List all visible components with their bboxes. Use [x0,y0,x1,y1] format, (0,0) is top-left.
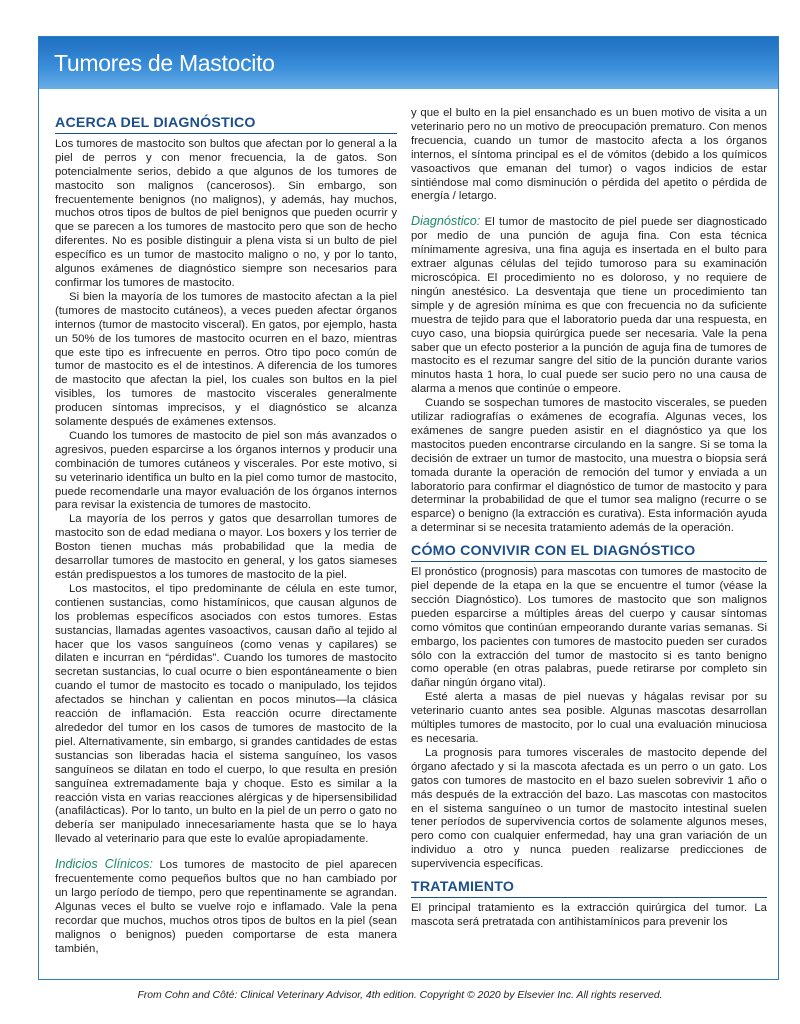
section-heading-acerca: ACERCA DEL DIAGNÓSTICO [55,117,397,134]
paragraph: Los tumores de mastocito son bultos que afectan por lo general a la piel de perros y con menor frecuencia, la de gatos. Son potencialmente serios, debido a que algunos de los tumores de mastocito son malignos (cancerosos). Sin embargo, son frecuentemente benignos (no malignos), y además, hay muchos, muchos otros tipos de bultos de piel benignos que pueden ocurrir y que se parecen a los tumores de mastocito pero que son de hecho diferentes. No es posible distinguir a plena vista si un bulto de piel específico es un tumor de mastocito maligno o no, y por lo tanto, algunos exámenes de diagnóstico siempre son necesarios para confirmar los tumores de mastocito. [55,137,397,289]
paragraph-indicios [55,858,397,956]
section-heading-convivir: CÓMO CONVIVIR CON EL DIAGNÓSTICO [411,545,767,562]
subheading-indicios: Indicios Clínicos: [55,857,153,872]
footer-copyright: From Cohn and Côté: Clinical Veterinary Advisor, 4th edition. Copyright © 2020 by Elsevier Inc. All rights reserved. [137,990,663,1001]
paragraph: Cuando los tumores de mastocito de piel son más avanzados o agresivos, pueden esparcirse a los órganos internos y producir una combinación de tumores cutáneos y viscerales. Por este motivo, si su veterinario identifica un bulto en la piel como tumor de mastocito, puede recomendarle una mayor evaluación de los órganos internos para revisar la existencia de tumores de mastocito. [55,429,397,512]
paragraph: La mayoría de los perros y gatos que desarrollan tumores de mastocito son de edad mediana o mayor. Los boxers y los terrier de Boston tienen muchas más probabilidad que la media de desarrollar tumores de mastocito en general, y los gatos siameses están predispuestos a los tumores de mastocito de la piel. [55,513,397,581]
page-frame [38,36,779,980]
paragraph-diagnostico [411,215,767,397]
paragraph: Esté alerta a masas de piel nuevas y hágalas revisar por su veterinario cuanto antes sea posible. Algunas mascotas desarrollan múltiples tumores de mastocito, por lo cual una evaluación minuciosa es necesaria. [411,691,767,745]
paragraph: El principal tratamiento es la extracción quirúrgica del tumor. La mascota será pretratada con antihistamínicos para prevenir los [411,901,767,928]
left-column [55,117,397,956]
paragraph: Cuando se sospechan tumores de mastocito viscerales, se pueden utilizar radiografías o exámenes de ecografía. Algunas veces, los exámenes de sangre pueden asistir en el diagnóstico ya que los mastocitos pueden encontrarse circulando en la sangre. Si se toma la decisión de extraer un tumor de mastocito, una muestra o biopsia será tomada durante la operación de remoción del tumor y enviada a un laboratorio para confirmar el diagnóstico de tumor de mastocito y para determinar la probabilidad de que el tumor sea maligno (recurre o se esparce) o benigno (la extracción es curativa). Esta información ayuda a determinar si se necesita tratamiento además de la operación. [411,397,767,535]
paragraph-text: El tumor de mastocito de piel puede ser diagnosticado por medio de una punción de aguja fina. Con esta técnica mínimamente agresiva, una fina aguja es insertada en el bulto para extraer algunas células del tejido tumoroso para su examinación microscópica. El procedimiento no es doloroso, y no requiere de ningún anestésico. La desventaja que tiene un procedimiento tan simple y de agresión mínima es que con frecuencia no da suficiente muestra de tejido para que el laboratorio pueda dar una respuesta, en cuyo caso, una biopsia quirúrgica puede ser necesaria. Vale la pena saber que un efecto posterior a la punción de aguja fina de tumores de mastocito es el rezumar sangre del sitio de la punción durante varios minutos hasta 1 hora, lo cual puede ser sucio pero no una causa de alarma a menos que continúe o empeore. [411,216,767,396]
subheading-diagnostico: Diagnóstico: [411,214,481,229]
paragraph: Los mastocitos, el tipo predominante de célula en este tumor, contienen sustancias, como histamínicos, que causan algunos de los problemas específicos asociados con estos tumores. Estas sustancias, llamadas agentes vasoactivos, causan daño al tejido al hacer que los vasos sanguíneos (como venas y capilares) se dilaten e incurran en “pérdidas”. Cuando los tumores de mastocito secretan sustancias, lo cual ocurre o bien espontáneamente o bien cuando el tumor de mastocito es tocado o manipulado, los tejidos afectados se hinchan y calientan en pocos minutos—la clásica reacción de inflamación. Esta reacción ocurre directamente alrededor del tumor en los casos de tumores de mastocito de la piel. Alternativamente, sin embargo, si grandes cantidades de estas sustancias son liberadas hacia el sistema sanguíneo, los vasos sanguíneos se dilatan en todo el cuerpo, lo que resulta en presión sanguínea extremadamente baja y choque. Esto es similar a la reacción vista en varias reacciones alérgicas y de hipersensibilidad (anafilácticas). Por lo tanto, un bulto en la piel de un perro o gato no debería ser manipulado innecesariamente hasta que se lo haya llevado al veterinario para que este lo evalúe apropiadamente. [55,582,397,846]
paragraph-indicios-continued: y que el bulto en la piel ensanchado es un buen motivo de visita a un veterinario pero no un motivo de preocupación prematuro. Con menos frecuencia, cuando un tumor de mastocito afecta a los órganos internos, el síntoma principal es el de vómitos (debido a los químicos vasoactivos que emanan del tumor) o vagos indicios de estar sintiéndose mal como disminución o pérdida del apetito o pérdida de energía / letargo. [411,107,767,203]
paragraph: El pronóstico (prognosis) para mascotas con tumores de mastocito de piel depende de la etapa en la que se encuentre el tumor (véase la sección Diagnóstico). Los tumores de mastocito que son malignos pueden esparcirse a múltiples áreas del cuerpo y causar síntomas como vómitos que continúan empeorando durante varias semanas. Si embargo, los pacientes con tumores de mastocito pueden ser curados sólo con la extracción del tumor de mastocito si es tanto benigno como operable (en otras palabras, puede retirarse por completo sin dañar ningún órgano vital). [411,566,767,690]
page-title: Tumores de Mastocito [54,50,275,76]
paragraph: Si bien la mayoría de los tumores de mastocito afectan a la piel (tumores de mastocito cutáneos), a veces pueden afectar órganos internos (tumor de mastocito visceral). En gatos, por ejemplo, hasta un 50% de los tumores de mastocito ocurren en el bazo, mientras que este tipo es infrecuente en perros. Otro tipo poco común de tumor de mastocito es el de intestinos. A diferencia de los tumores de mastocito que afectan la piel, los cuales son bultos en la piel visibles, los tumores de mastocito viscerales generalmente producen síntomas imprecisos, y el diagnóstico se alcanza solamente después de exámenes extensos. [55,290,397,429]
right-column [411,107,767,930]
paragraph-text: Los tumores de mastocito de piel aparecen frecuentemente como pequeños bultos que no han cambiado por un largo período de tiempo, pero que repentinamente se agrandan. Algunas veces el bulto se vuelve rojo e inflamado. Vale la pena recordar que muchos, muchos otros tipos de bultos en la piel (sean malignos o benignos) pueden comportarse de esta manera también, [55,859,397,955]
paragraph: La prognosis para tumores viscerales de mastocito depende del órgano afectado y si la mascota afectada es un perro o un gato. Los gatos con tumores de mastocito en el bazo suelen sobrevivir 1 año o más después de la extracción del bazo. Las mascotas con mastocitos en el sistema sanguíneo o un tumor de mastocito intestinal suelen tener períodos de supervivencia cortos de solamente algunos meses, pero como con cualquier enfermedad, hay una gran variación de un individuo a otro y nunca pueden realizarse predicciones de supervivencia específicas. [411,746,767,871]
title-banner [39,37,778,89]
section-heading-tratamiento: TRATAMIENTO [411,881,767,898]
